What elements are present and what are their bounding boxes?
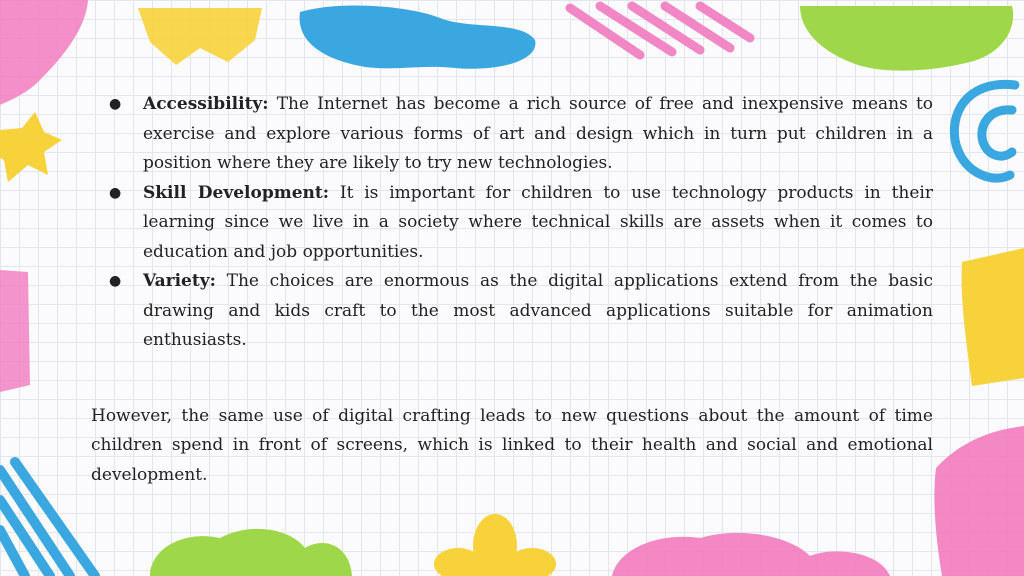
slide-content [91,90,933,490]
term-variety: Variety: [143,271,216,291]
bullet-icon: ● [109,273,122,289]
description-variety: The choices are enormous as the digital applications extend from the basic drawing and kids craft to the most advanced applications suitable for animation enthusiasts. [143,271,933,350]
bullet-icon: ● [109,96,122,112]
closing-paragraph: However, the same use of digital crafting leads to new questions about the amount of time children spend in front of screens, which is linked to their health and social and emotional development. [91,405,933,485]
pink-box-bottom-right [934,426,1024,576]
list-item [91,179,933,268]
yellow-flower-bottom [434,514,556,576]
term-skill-development: Skill Development: [143,182,330,203]
bullet-icon: ● [109,184,122,201]
pink-scribble-top-left [0,0,88,105]
pink-shape-left [0,270,30,392]
blue-scribble-bottom-left [0,462,95,576]
term-accessibility: Accessibility: [143,94,269,114]
list-item [91,90,933,179]
green-scribble-bottom [150,529,352,576]
blue-spiral-right [954,84,1015,178]
description-skill-development: It is important for children to use technology products in their learning since we live in a society where technical skills are assets when it comes to education and job opportunities. [143,182,933,262]
benefit-list [91,90,933,356]
yellow-splat-left [0,112,62,182]
pink-blob-bottom [612,533,890,576]
green-blob-top-right [800,6,1013,71]
description-accessibility: The Internet has become a rich source of free and inexpensive means to exercise and explore various forms of art and design which in turn put children in a position where they are likely to try new technologies. [143,94,934,173]
yellow-box-right [962,248,1024,386]
list-item [91,267,933,356]
blue-blob-top [300,5,536,68]
pink-stripes-top [570,6,750,55]
yellow-zigzag-top [138,8,262,65]
